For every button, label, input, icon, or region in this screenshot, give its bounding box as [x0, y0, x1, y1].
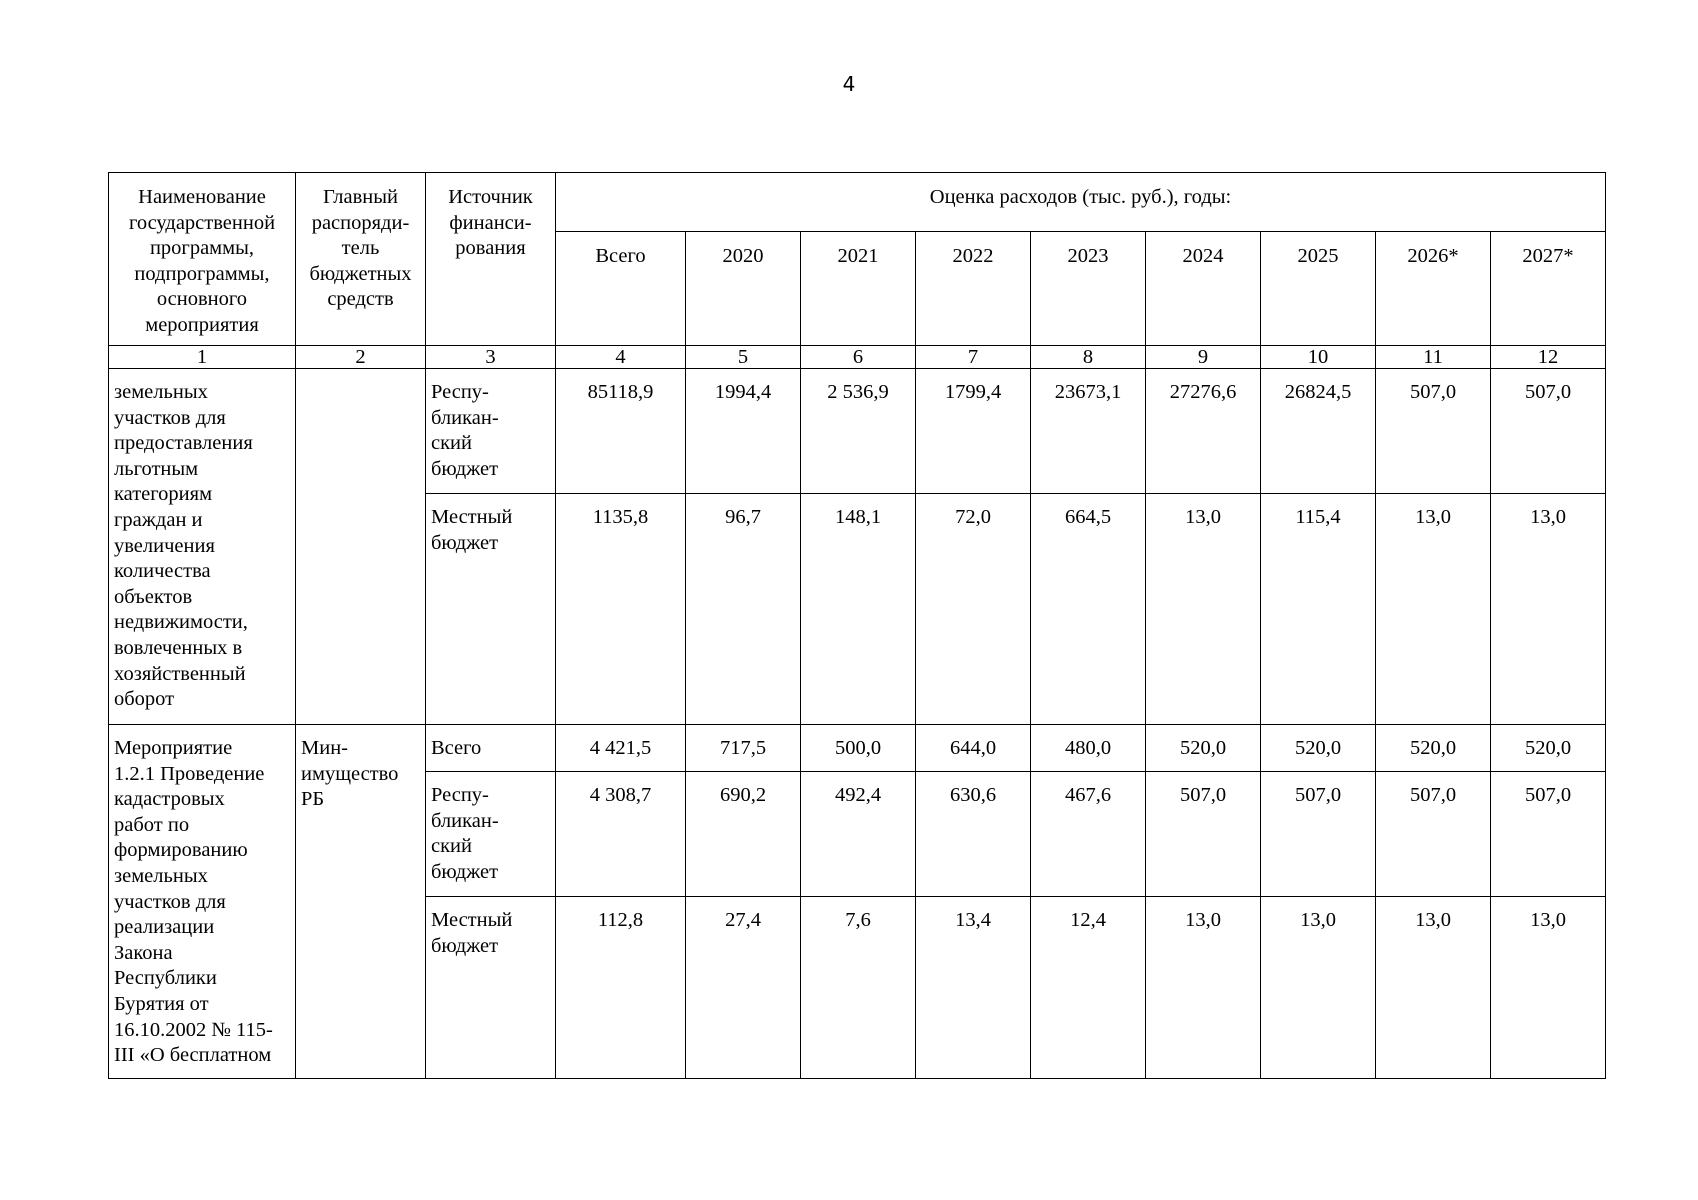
funding-source-cell	[426, 494, 556, 725]
cell-text-line: тель	[341, 237, 380, 260]
funding-source-cell	[426, 725, 556, 772]
header-year: 2025	[1261, 232, 1376, 346]
value-cell: 1994,4	[686, 369, 801, 494]
cell-text-line: подпрограммы,	[134, 262, 270, 285]
column-number: 9	[1146, 346, 1261, 369]
value-cell: 13,0	[1146, 897, 1261, 1079]
header-year: 2022	[916, 232, 1031, 346]
header-year: 2027*	[1491, 232, 1606, 346]
budget-manager-cell	[296, 725, 426, 1079]
budget-manager-cell	[296, 369, 426, 725]
value-cell: 148,1	[801, 494, 916, 725]
value-cell: 2 536,9	[801, 369, 916, 494]
value-cell: 717,5	[686, 725, 801, 772]
cell-text-line: Мин-	[301, 737, 348, 759]
column-number: 12	[1491, 346, 1606, 369]
cell-text-line: земельных	[114, 381, 208, 403]
cell-text-line: имущество	[301, 762, 399, 785]
value-cell: 500,0	[801, 725, 916, 772]
program-name-cell	[109, 369, 296, 725]
cell-text-line: Всего	[431, 737, 482, 759]
value-cell: 85118,9	[556, 369, 686, 494]
header-funding-source	[426, 173, 556, 346]
value-cell: 72,0	[916, 494, 1031, 725]
cell-text-line: увеличения	[114, 534, 215, 557]
value-cell: 13,0	[1376, 897, 1491, 1079]
value-cell: 480,0	[1031, 725, 1146, 772]
header-year: 2026*	[1376, 232, 1491, 346]
header-year: 2023	[1031, 232, 1146, 346]
column-number: 11	[1376, 346, 1491, 369]
value-cell: 690,2	[686, 772, 801, 897]
cell-text-line: участков для	[114, 406, 226, 429]
cell-text-line: категориям	[114, 483, 213, 506]
value-cell: 13,0	[1491, 494, 1606, 725]
cell-text-line: бюджет	[431, 860, 499, 883]
cell-text-line: бюджет	[431, 934, 499, 957]
value-cell: 27,4	[686, 897, 801, 1079]
cell-text-line: Закона	[114, 941, 173, 964]
cell-text-line: бликан-	[431, 406, 499, 429]
value-cell: 630,6	[916, 772, 1031, 897]
cell-text-line: формированию	[114, 839, 248, 862]
cell-text-line: граждан и	[114, 508, 203, 531]
value-cell: 96,7	[686, 494, 801, 725]
value-cell: 7,6	[801, 897, 916, 1079]
value-cell: 492,4	[801, 772, 916, 897]
cell-text-line: средств	[327, 288, 394, 311]
value-cell: 27276,6	[1146, 369, 1261, 494]
value-cell: 13,0	[1491, 897, 1606, 1079]
cell-text-line: кадастровых	[114, 788, 225, 811]
funding-source-cell	[426, 772, 556, 897]
cell-text-line: ский	[431, 432, 472, 455]
cell-text-line: реализации	[114, 916, 215, 939]
value-cell: 13,0	[1376, 494, 1491, 725]
column-number: 10	[1261, 346, 1376, 369]
cell-text-line: вовлеченных в	[114, 636, 243, 659]
cell-text-line: Наименование	[138, 186, 266, 208]
cell-text-line: распоряди-	[311, 211, 410, 234]
table-row	[109, 369, 1606, 494]
value-cell: 507,0	[1491, 369, 1606, 494]
cell-text-line: основного	[156, 288, 248, 311]
value-cell: 507,0	[1146, 772, 1261, 897]
value-cell: 507,0	[1491, 772, 1606, 897]
value-cell: 507,0	[1261, 772, 1376, 897]
header-year: 2024	[1146, 232, 1261, 346]
cell-text-line: РБ	[301, 788, 325, 811]
column-number: 7	[916, 346, 1031, 369]
cell-text-line: оборот	[114, 688, 175, 711]
cell-text-line: государственной	[128, 211, 276, 234]
cell-text-line: участков для	[114, 890, 226, 913]
value-cell: 13,4	[916, 897, 1031, 1079]
cell-text-line: Мероприятие	[114, 737, 233, 759]
cell-text-line: Бурятия от	[114, 992, 209, 1015]
value-cell: 467,6	[1031, 772, 1146, 897]
value-cell: 520,0	[1376, 725, 1491, 772]
column-number: 5	[686, 346, 801, 369]
cell-text-line: 16.10.2002 № 115-	[114, 1018, 273, 1041]
program-name-cell	[109, 725, 296, 1079]
cell-text-line: финанси-	[449, 211, 532, 234]
page-number: 4	[842, 72, 856, 96]
value-cell: 4 308,7	[556, 772, 686, 897]
cell-text-line: количества	[114, 560, 211, 583]
cell-text-line: Республики	[114, 967, 217, 990]
funding-source-cell	[426, 897, 556, 1079]
value-cell: 520,0	[1491, 725, 1606, 772]
header-cost-estimate: Оценка расходов (тыс. руб.), годы:	[556, 173, 1606, 232]
cell-text-line: III «О бесплатном	[114, 1044, 272, 1067]
cell-text-line: предоставления	[114, 432, 253, 455]
cell-text-line: объектов	[114, 585, 193, 608]
value-cell: 12,4	[1031, 897, 1146, 1079]
cell-text-line: Местный	[431, 506, 513, 528]
cell-text-line: бюджет	[431, 457, 499, 480]
value-cell: 644,0	[916, 725, 1031, 772]
column-number: 6	[801, 346, 916, 369]
header-year: Всего	[556, 232, 686, 346]
cell-text-line: Источник	[448, 186, 533, 208]
value-cell: 1135,8	[556, 494, 686, 725]
cell-text-line: бюджетных	[309, 262, 412, 285]
cell-text-line: рования	[455, 237, 526, 260]
value-cell: 1799,4	[916, 369, 1031, 494]
cell-text-line: бюджет	[431, 531, 499, 554]
cell-text-line: Местный	[431, 909, 513, 931]
header-program-name	[109, 173, 296, 346]
cell-text-line: мероприятия	[145, 313, 259, 336]
value-cell: 115,4	[1261, 494, 1376, 725]
column-number: 3	[426, 346, 556, 369]
cell-text-line: земельных	[114, 864, 208, 887]
value-cell: 520,0	[1146, 725, 1261, 772]
column-number: 1	[109, 346, 296, 369]
header-budget-manager	[296, 173, 426, 346]
value-cell: 13,0	[1261, 897, 1376, 1079]
column-number: 4	[556, 346, 686, 369]
value-cell: 507,0	[1376, 772, 1491, 897]
header-year: 2020	[686, 232, 801, 346]
value-cell: 26824,5	[1261, 369, 1376, 494]
cell-text-line: программы,	[149, 237, 255, 260]
table-row	[109, 725, 1606, 772]
column-number: 8	[1031, 346, 1146, 369]
header-year: 2021	[801, 232, 916, 346]
expenditure-table	[108, 172, 1606, 1079]
value-cell: 520,0	[1261, 725, 1376, 772]
value-cell: 4 421,5	[556, 725, 686, 772]
value-cell: 664,5	[1031, 494, 1146, 725]
value-cell: 23673,1	[1031, 369, 1146, 494]
value-cell: 507,0	[1376, 369, 1491, 494]
cell-text-line: хозяйственный	[114, 662, 246, 685]
cell-text-line: Респу-	[431, 784, 489, 806]
cell-text-line: ский	[431, 835, 472, 858]
header-row	[109, 173, 1606, 232]
cell-text-line: недвижимости,	[114, 611, 248, 634]
value-cell: 13,0	[1146, 494, 1261, 725]
cell-text-line: Респу-	[431, 381, 489, 403]
cell-text-line: Главный	[322, 186, 399, 208]
cell-text-line: льготным	[114, 457, 199, 480]
value-cell: 112,8	[556, 897, 686, 1079]
cell-text-line: бликан-	[431, 809, 499, 832]
cell-text-line: 1.2.1 Проведение	[114, 762, 265, 785]
column-number-row	[109, 346, 1606, 369]
column-number: 2	[296, 346, 426, 369]
funding-source-cell	[426, 369, 556, 494]
cell-text-line: работ по	[114, 813, 190, 836]
